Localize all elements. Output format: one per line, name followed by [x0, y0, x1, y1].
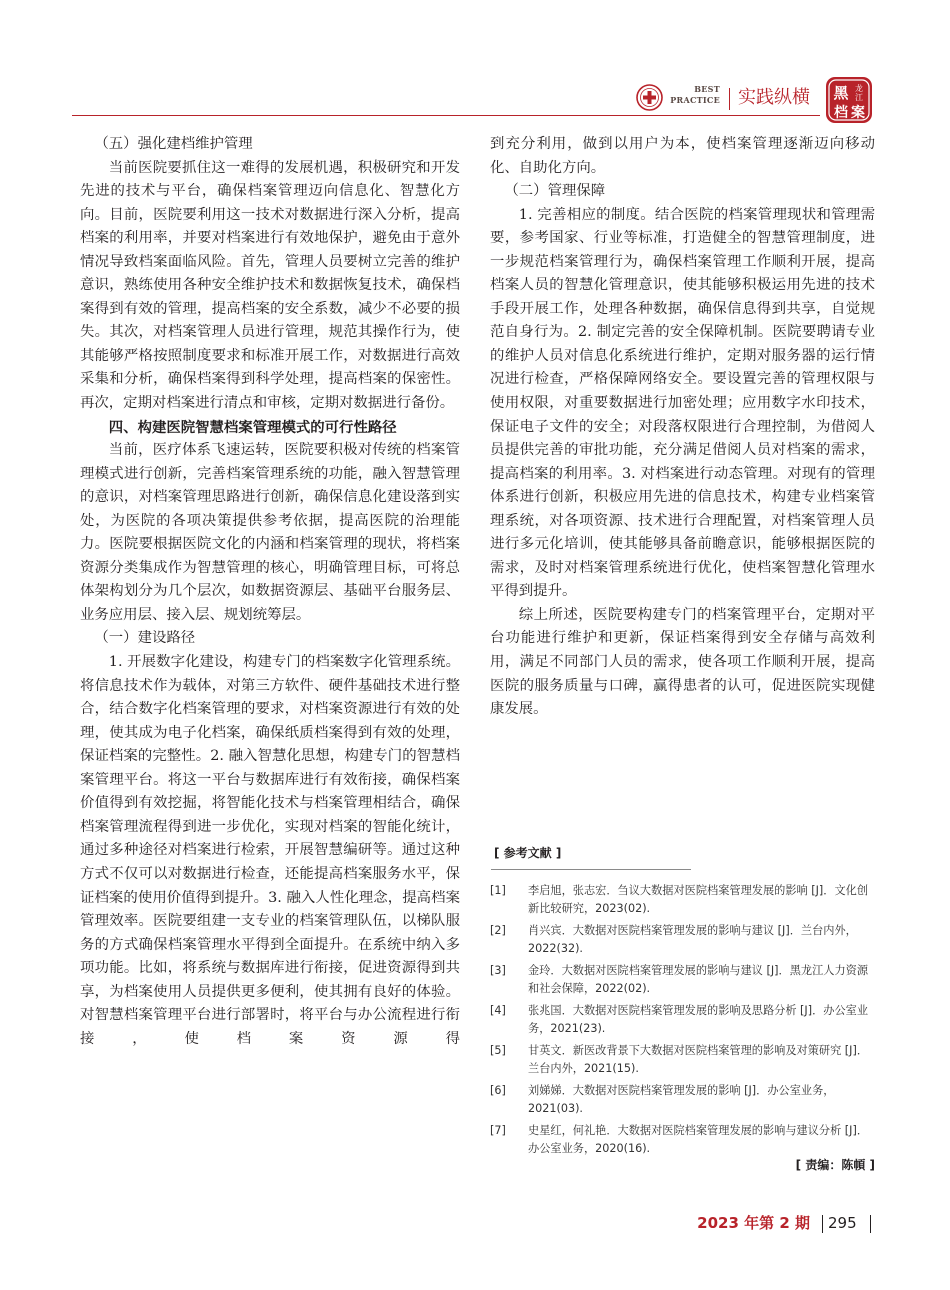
reference-item [490, 1042, 875, 1077]
subheading-1: （一）建设路径 [94, 630, 196, 647]
svg-text:黑: 黑 [833, 84, 849, 102]
svg-text:案: 案 [851, 105, 865, 121]
references-title: [ 参考文献 ] [494, 846, 562, 860]
section-heading-4: 四、构建医院智慧档案管理模式的可行性路径 [108, 418, 397, 436]
references-list [490, 882, 875, 1162]
header-rule [72, 115, 820, 116]
footer-divider [822, 1215, 823, 1233]
paragraph: 1. 完善相应的制度。结合医院的档案管理现状和管理需要，参考国家、行业等标准，打造健全的智慧管理制度，进一步规范档案管理行为，确保档案管理工作顺利开展，提高档案人员的智慧化管理意识，使其能够积极运用先进的技术手段开展工作，处理各种数据，确保信息得到共享，自觉规范自身行为。2. 制定完善的安全保障机制。医院要聘请专业的维护人员对信息化系统进行维护，定期对服务器的运行情况进行检查，严格保障网络安全。要设置完善的管理权限与使用权限，对重要数据进行加密处理；应用数字水印技术，保证电子文件的安全；对段落权限进行合理控制，为借阅人员提供完善的审批功能，充分满足借阅人员对档案的需求，提高档案的利用率。3. 对档案进行动态管理。对现有的管理体系进行创新，积极应用先进的信息技术，构建专业档案管理系统，对各项资源、技术进行合理配置，对档案管理人员进行多元化培训，使其能够具备前瞻意识，能够根据医院的需求，及时对档案管理系统进行优化，使档案智慧化管理水平得到提升。 [490, 206, 875, 600]
right-column [490, 133, 875, 722]
paragraph: 当前，医疗体系飞速运转，医院要积极对传统的档案管理模式进行创新，完善档案管理系统的功能，融入智慧管理的意识，对档案管理思路进行创新，确保信息化建设落到实处，为医院的各项决策提供参考依据，提高医院的治理能力。医院要根据医院文化的内涵和档案管理的现状，将档案资源分类集成作为智慧管理的核心，明确管理目标，可将总体架构划分为几个层次，如数据资源层、基础平台服务层、业务应用层、接入层、规划统筹层。 [80, 442, 460, 623]
paragraph: 当前医院要抓住这一难得的发展机遇，积极研究和开发先进的技术与平台，确保档案管理迈向信息化、智慧化方向。目前，医院要利用这一技术对数据进行深入分析，提高档案的利用率，并要对档案进行有效地保护，避免由于意外情况导致档案面临风险。首先，管理人员要树立完善的维护意识，熟练使用各种安全维护技术和数据恢复技术，确保档案得到有效的管理，提高档案的安全系数，减少不必要的损失。其次，对档案管理人员进行管理，规范其操作行为，使其能够严格按照制度要求和标准开展工作，对数据进行高效采集和分析，确保档案得到科学处理，提高档案的保密性。再次，定期对档案进行清点和审核，定期对数据进行备份。 [80, 159, 460, 412]
reference-number: [1] [490, 884, 506, 897]
reference-number: [6] [490, 1083, 506, 1097]
redcross-emblem-icon [636, 84, 663, 111]
svg-text:龙: 龙 [855, 84, 863, 93]
page-number: 295 [828, 1214, 857, 1232]
reference-text: 甘英文．新医改背景下大数据对医院档案管理的影响及对策研究 [J]．兰台内外，2021(15). [528, 1043, 869, 1075]
reference-item [490, 882, 875, 917]
reference-text: 金玲．大数据对医院档案管理发展的影响与建议 [J]．黑龙江人力资源和社会保障，2022(02). [528, 963, 869, 995]
reference-item [490, 1002, 875, 1037]
reference-item [490, 1122, 875, 1157]
reference-text: 李启旭，张志宏．刍议大数据对医院档案管理发展的影响 [J]．文化创新比较研究，2023(02). [528, 884, 869, 915]
references-rule [491, 869, 691, 870]
footer-divider [870, 1215, 871, 1233]
issue-label: 2023 年第 2 期 [697, 1214, 810, 1232]
subheading-2: （二）管理保障 [504, 183, 606, 200]
svg-text:档: 档 [834, 105, 848, 121]
subheading-5: （五）强化建档维护管理 [94, 136, 253, 152]
best-practice-label: BEST PRACTICE [670, 84, 720, 105]
reference-number: [4] [490, 1003, 506, 1017]
reference-number: [3] [490, 963, 506, 977]
paragraph-continued: 到充分利用，做到以用户为本，使档案管理逐渐迈向移动化、自助化方向。 [490, 136, 875, 176]
reference-text: 肖兴宾．大数据对医院档案管理发展的影响与建议 [J]．兰台内外，2022(32). [528, 923, 857, 955]
editor-credit: [ 责编：陈幁 ] [795, 1158, 875, 1172]
heilongjiang-archives-logo-icon [825, 76, 873, 124]
header-divider [729, 88, 730, 110]
reference-item [490, 962, 875, 997]
paragraph: 1. 开展数字化建设，构建专门的档案数字化管理系统。将信息技术作为载体，对第三方软件、硬件基础技术进行整合，结合数字化档案管理的要求，对档案资源进行有效的处理，使其成为电子化档案，确保纸质档案得到有效的处理，保证档案的完整性。2. 融入智慧化思想，构建专门的智慧档案管理平台。将这一平台与数据库进行有效衔接，确保档案价值得到有效挖掘，将智能化技术与档案管理相结合，确保档案管理流程得到进一步优化，实现对档案的智能化统计，通过多种途径对档案进行检索，开展智慧编研等。通过这种方式不仅可以对数据进行检查，还能提高档案服务水平，保证档案的使用价值得到提升。3. 融入人性化理念，提高档案管理效率。医院要组建一支专业的档案管理队伍，以梯队服务的方式确保档案管理水平得到全面提升。在系统中纳入多项功能。比如，将系统与数据库进行衔接，促进资源得到共享，为档案使用人员提供更多便利，使其拥有良好的体验。对智慧档案管理平台进行部署时，将平台与办公流程进行衔接，使档案资源得 [80, 654, 460, 1047]
page-header [0, 0, 950, 124]
reference-number: [7] [490, 1123, 506, 1137]
conclusion-paragraph: 综上所述，医院要构建专门的档案管理平台，定期对平台功能进行维护和更新，保证档案得到安全存储与高效利用，满足不同部门人员的需求，使各项工作顺利开展，提高医院的服务质量与口碑，赢得患者的认可，促进医院实现健康发展。 [490, 606, 875, 718]
page-footer [697, 1210, 880, 1240]
reference-text: 刘娣娣．大数据对医院档案管理发展的影响 [J]．办公室业务，2021(03). [528, 1083, 835, 1115]
reference-item [490, 922, 875, 957]
reference-text: 史星红，何礼艳．大数据对医院档案管理发展的影响与建议分析 [J]．办公室业务，2020(16). [528, 1123, 869, 1155]
svg-text:江: 江 [855, 93, 863, 102]
reference-text: 张兆国．大数据对医院档案管理发展的影响及思路分析 [J]．办公室业务，2021(23). [528, 1003, 869, 1035]
reference-item [490, 1082, 875, 1117]
reference-number: [5] [490, 1043, 506, 1057]
section-title: 实践纵横 [738, 87, 810, 108]
reference-number: [2] [490, 923, 506, 937]
left-column [80, 133, 460, 1051]
